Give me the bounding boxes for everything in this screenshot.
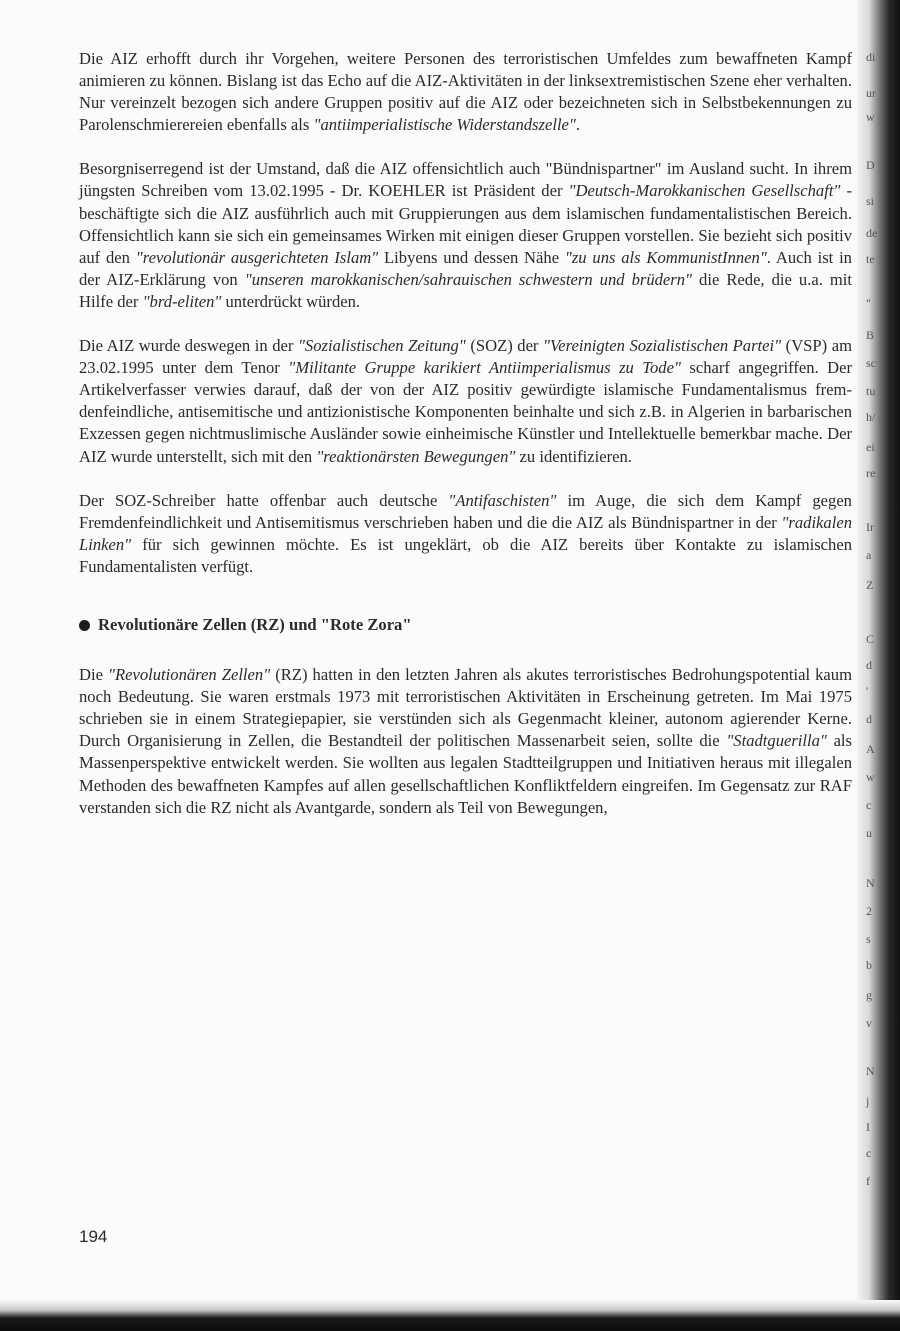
bullet-icon bbox=[79, 620, 90, 631]
facing-page-fragment: d bbox=[866, 658, 872, 672]
section-heading bbox=[79, 614, 852, 636]
text-run: - beschäftigte sich die AIZ ausführlich auch mit Gruppierungen aus dem islamischen fundamentalistischen Bereich. Offensichtlich kann sie sich ein gemeinsames Wirken mit einigen dieser Gruppen vorstellen. Sie bezieht sich positiv auf den bbox=[79, 181, 852, 267]
quoted-term: "Vereinigten Sozialistischen Partei" bbox=[543, 336, 782, 356]
facing-page-fragment: Ir bbox=[866, 520, 874, 534]
quoted-term: "Deutsch-Marokkanischen Gesellschaft" bbox=[568, 181, 841, 201]
facing-page-fragment: A bbox=[866, 742, 875, 756]
quoted-term: "Antifaschisten" bbox=[448, 490, 557, 510]
text-run: . bbox=[575, 115, 581, 135]
facing-page-fragment: ur bbox=[866, 86, 876, 100]
paragraph bbox=[79, 48, 852, 136]
text-run: zu identifizieren. bbox=[515, 446, 632, 466]
facing-page-fragment: N bbox=[866, 876, 875, 890]
quoted-term: "unseren marokkanischen/sahrauischen schwestern und brüdern" bbox=[244, 269, 693, 289]
facing-page-fragment: si bbox=[866, 194, 875, 208]
text-run: (SOZ) der bbox=[465, 336, 544, 356]
text-run: als Massenperspektive entwickelt werden. Sie wollten aus legalen Stadtteilgruppen und Initiativen heraus mit illegalen Methoden des bewaffneten Kampfes auf allen gesellschaftlichen Konfliktfeldern eingreifen. Im Gegensatz zur RAF verstanden sich die RZ nicht als Avantgarde, sondern als Teil von Bewegungen, bbox=[79, 731, 852, 817]
scan-edge-shadow bbox=[0, 1300, 900, 1331]
text-run: Die AIZ wurde deswegen in der bbox=[79, 336, 298, 356]
quoted-term: "brd-eliten" bbox=[142, 291, 222, 311]
text-run: unterdrückt würden. bbox=[221, 291, 361, 311]
facing-page-fragment: re bbox=[866, 466, 876, 480]
facing-page-fragments bbox=[866, 0, 888, 1331]
facing-page-fragment: te bbox=[866, 252, 875, 266]
paragraph bbox=[79, 490, 852, 578]
facing-page-fragment: di bbox=[866, 50, 876, 64]
quoted-term: "radikalen Linken" bbox=[79, 512, 852, 554]
quoted-term: "Sozialistischen Zeitung" bbox=[297, 336, 466, 356]
section-heading-text: Revolutionäre Zellen (RZ) und "Rote Zora" bbox=[98, 614, 412, 634]
page-number: 194 bbox=[79, 1227, 108, 1246]
facing-page-fragment: h/ bbox=[866, 410, 876, 424]
facing-page-fragment: B bbox=[866, 328, 875, 342]
facing-page-fragment: g bbox=[866, 988, 872, 1002]
facing-page-fragment: 2 bbox=[866, 904, 872, 918]
text-run: Libyens und dessen Nähe bbox=[378, 247, 565, 267]
facing-page-fragment: u bbox=[866, 826, 872, 840]
quoted-term: "antiimperialistische Widerstandszelle" bbox=[313, 115, 576, 135]
text-run: Die AIZ erhofft durch ihr Vorgehen, weitere Personen des terroristischen Umfeldes zum bewaffneten Kampf animieren zu können. Bislang ist das Echo auf die AIZ-Aktivitäten in der linksextremistischen Szene eher verhalten. Nur vereinzelt bezogen sich andere Gruppen positiv auf die AIZ oder bezeichneten sich in Selbstbekennungen zu Parolenschmierereien ebenfalls als bbox=[79, 49, 852, 135]
facing-page-fragment: c bbox=[866, 798, 872, 812]
text-run: (VSP) am 23.02.1995 unter dem Tenor bbox=[79, 336, 852, 378]
quoted-term: "Militante Gruppe karikiert Antiimperialismus zu Tode" bbox=[288, 358, 681, 378]
body-text bbox=[79, 48, 852, 841]
facing-page-fragment: f bbox=[866, 1174, 870, 1188]
paragraph bbox=[79, 335, 852, 468]
facing-page-fragment: Z bbox=[866, 578, 874, 592]
text-run: die Rede, die u.a. mit Hilfe der bbox=[79, 269, 852, 311]
quoted-term: "Revolutionären Zellen" bbox=[108, 665, 271, 685]
text-run: Die bbox=[79, 665, 109, 685]
paragraph bbox=[79, 664, 852, 819]
facing-page-fragment: ei bbox=[866, 440, 875, 454]
facing-page-fragment: d bbox=[866, 712, 872, 726]
facing-page-fragment: D bbox=[866, 158, 875, 172]
text-run: scharf angegriffen. Der Artikelverfasser verwies darauf, daß der von der AIZ positiv gewürdigte islamische Fundamentalismus fremdenfeindliche, antisemitische und antizionistische Komponenten beinhalte und sich z.B. in Algerien in barbarischen Exzessen gegen nichtmuslimische Ausländer sowie einheimische Künstler und Intellektuelle bemerkbar mache. Der AIZ wurde unterstellt, sich mit den bbox=[79, 358, 852, 466]
facing-page-fragment: N bbox=[866, 1064, 875, 1078]
facing-page-fragment: I bbox=[866, 1120, 870, 1134]
facing-page-fragment: v bbox=[866, 1016, 872, 1030]
text-run: Der SOZ-Schreiber hatte offenbar auch deutsche bbox=[79, 490, 449, 510]
facing-page-fragment: C bbox=[866, 632, 875, 646]
facing-page-fragment: " bbox=[866, 296, 871, 310]
quoted-term: "revolutionär ausgerichteten Islam" bbox=[135, 247, 379, 267]
facing-page-fragment: s bbox=[866, 932, 871, 946]
facing-page-fragment: c bbox=[866, 1146, 872, 1160]
text-run: für sich gewinnen möchte. Es ist ungeklärt, ob die AIZ bereits über Kontakte zu islamischen Fundamentalisten verfügt. bbox=[79, 534, 852, 576]
text-run: . Auch ist in der AIZ-Erklärung von bbox=[79, 247, 852, 289]
text-run: im Auge, die sich dem Kampf gegen Fremdenfeindlichkeit und Antisemitismus verschrieben haben und die die AIZ als Bündnispartner in der bbox=[79, 490, 852, 532]
facing-page-fragment: w bbox=[866, 770, 875, 784]
facing-page-fragment: w bbox=[866, 110, 875, 124]
facing-page-fragment: tu bbox=[866, 384, 876, 398]
text-run: Besorgniserregend ist der Umstand, daß die AIZ offensichtlich auch "Bündnispartner" im Ausland sucht. In ihrem jüngsten Schreiben vom 13.02.1995 - Dr. KOEHLER ist Präsident der bbox=[79, 159, 852, 201]
facing-page-fragment: ' bbox=[866, 684, 869, 698]
facing-page-fragment: b bbox=[866, 958, 872, 972]
facing-page-fragment: de bbox=[866, 226, 878, 240]
paragraph bbox=[79, 158, 852, 313]
quoted-term: "Stadtguerilla" bbox=[726, 731, 827, 751]
facing-page-fragment: a bbox=[866, 548, 872, 562]
text-run: (RZ) hatten in den letzten Jahren als akutes terroristisches Bedrohungspotential kaum noch Bedeutung. Sie waren erstmals 1973 mit terroristischen Aktivitäten in Erscheinung getreten. Im Mai 1975 schrieben sie in einem Strategiepapier, sie verstünden sich als Gegenmacht kleiner, autonom agierender Kerne. Durch Organisierung in Zellen, die Bestandteil der politischen Massenarbeit seien, sollte die bbox=[79, 665, 852, 751]
quoted-term: "reaktionärsten Bewegungen" bbox=[316, 446, 516, 466]
quoted-term: "zu uns als KommunistInnen" bbox=[564, 247, 767, 267]
facing-page-fragment: j bbox=[866, 1094, 870, 1108]
facing-page-fragment: sc bbox=[866, 356, 876, 370]
